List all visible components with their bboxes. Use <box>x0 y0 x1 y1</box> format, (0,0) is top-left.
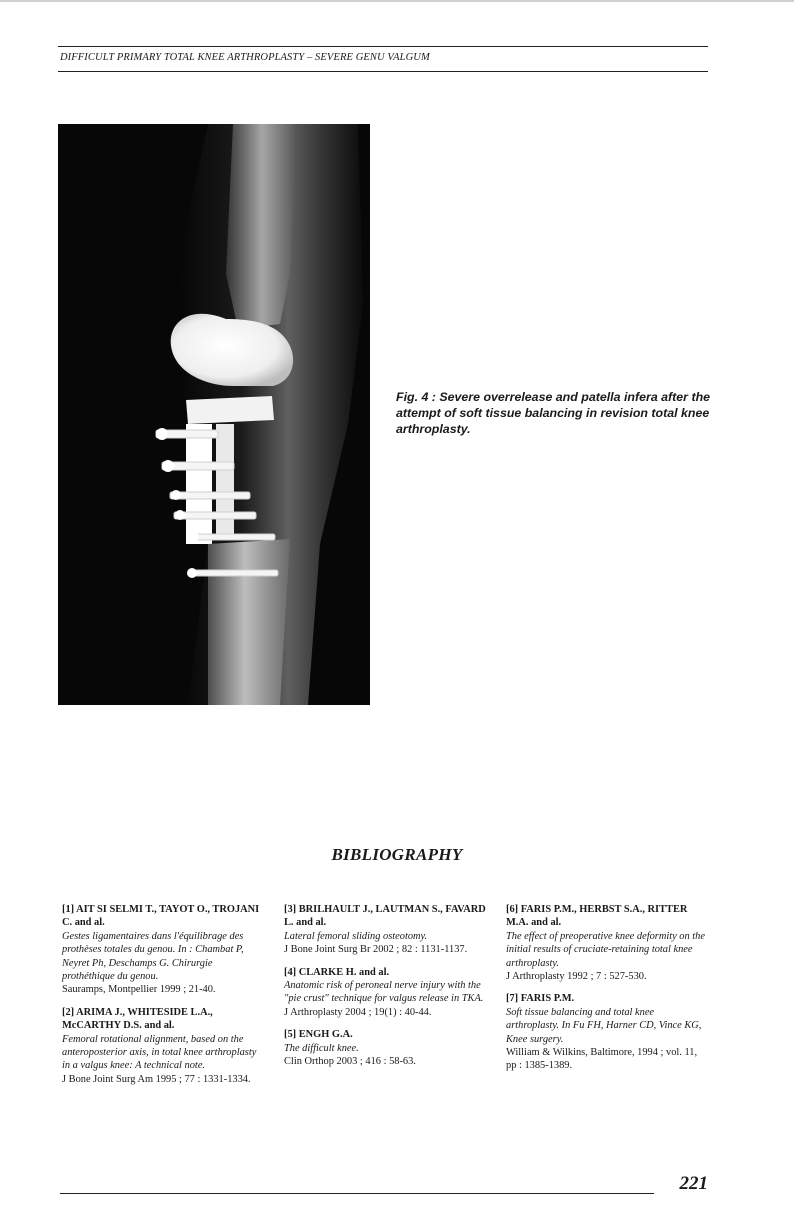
footer-rule <box>60 1193 654 1194</box>
reference-item <box>62 1006 266 1086</box>
reference-item <box>62 903 266 997</box>
reference-item <box>284 966 486 1020</box>
bibliography-column-3 <box>506 903 708 1082</box>
reference-title: The difficult knee. <box>284 1042 359 1054</box>
reference-title: The effect of preoperative knee deformity on the initial results of cruciate-retaining total knee arthroplasty. <box>506 930 705 969</box>
reference-authors: [2] ARIMA J., WHITESIDE L.A., McCARTHY D.S. and al. <box>62 1006 213 1032</box>
reference-title: Anatomic risk of peroneal nerve injury with the "pie crust" technique for valgus release in TKA. <box>284 980 484 1005</box>
top-edge-rule <box>0 0 794 2</box>
reference-source: Sauramps, Montpellier 1999 ; 21-40. <box>62 984 216 996</box>
reference-source: William & Wilkins, Baltimore, 1994 ; vol. 11, pp : 1385-1389. <box>506 1047 698 1072</box>
reference-authors: [5] ENGH G.A. <box>284 1029 353 1041</box>
bibliography-title: BIBLIOGRAPHY <box>331 845 463 864</box>
reference-authors: [1] AIT SI SELMI T., TAYOT O., TROJANI C. and al. <box>62 904 260 929</box>
header-rule-bottom <box>58 71 708 72</box>
reference-source: J Bone Joint Surg Br 2002 ; 82 : 1131-1137. <box>284 944 468 956</box>
reference-item <box>284 1028 486 1068</box>
reference-item <box>284 903 486 957</box>
reference-item <box>506 992 708 1072</box>
bibliography-column-2 <box>284 903 486 1077</box>
reference-source: Clin Orthop 2003 ; 416 : 58-63. <box>284 1056 416 1068</box>
reference-authors: [4] CLARKE H. and al. <box>284 966 390 978</box>
page-number: 221 <box>679 1173 708 1194</box>
reference-source: J Bone Joint Surg Am 1995 ; 77 : 1331-1334. <box>62 1073 251 1085</box>
reference-item <box>506 903 708 983</box>
running-header: DIFFICULT PRIMARY TOTAL KNEE ARTHROPLASTY – SEVERE GENU VALGUM <box>60 52 430 63</box>
reference-authors: [7] FARIS P.M. <box>506 993 575 1005</box>
reference-title: Gestes ligamentaires dans l'équilibrage des prothèses totales du genou. In : Chambat P, Neyret Ph, Deschamps G. Chirurgie prothéthique du genou. <box>62 930 244 983</box>
xray-figure <box>58 124 370 705</box>
reference-title: Lateral femoral sliding osteotomy. <box>284 930 428 942</box>
header-rule-top <box>58 46 708 47</box>
reference-authors: [3] BRILHAULT J., LAUTMAN S., FAVARD L. and al. <box>284 904 486 929</box>
bibliography-column-1 <box>62 903 266 1095</box>
reference-title: Femoral rotational alignment, based on the anteroposterior axis, in total knee arthroplasty in a valgus knee: A technical note. <box>62 1033 257 1072</box>
reference-source: J Arthroplasty 1992 ; 7 : 527-530. <box>506 971 647 983</box>
reference-source: J Arthroplasty 2004 ; 19(1) : 40-44. <box>284 1006 432 1018</box>
reference-title: Soft tissue balancing and total knee arthroplasty. In Fu FH, Harner CD, Vince KG, Knee surgery. <box>506 1006 702 1045</box>
reference-authors: [6] FARIS P.M., HERBST S.A., RITTER M.A. and al. <box>506 904 688 929</box>
figure-caption: Fig. 4 : Severe overrelease and patella infera after the attempt of soft tissue balancing in revision total knee arthroplasty. <box>396 390 711 436</box>
